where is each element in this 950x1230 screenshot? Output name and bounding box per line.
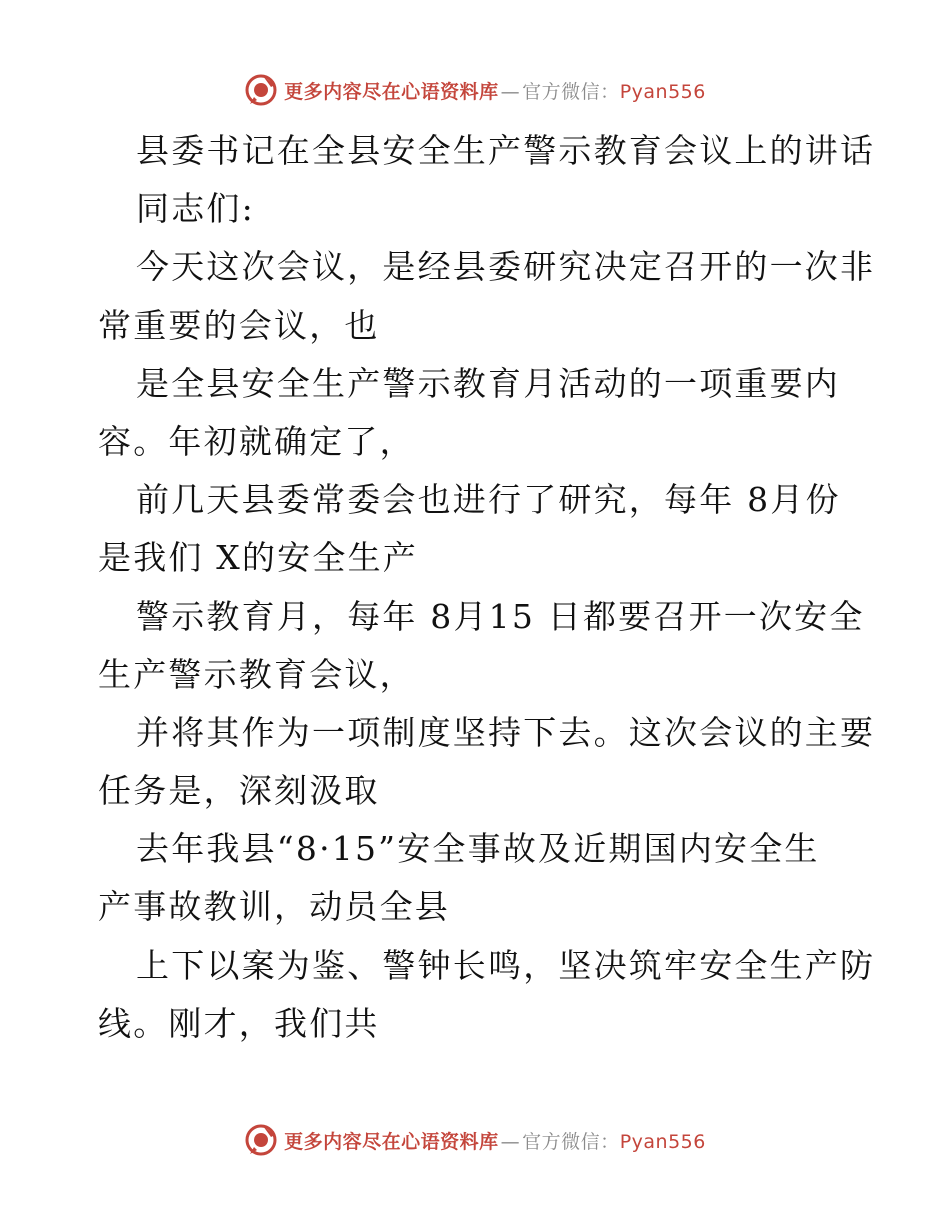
text-line: 线。刚才，我们共: [98, 1003, 380, 1043]
watermark-wechat-label: 官方微信：: [522, 80, 620, 103]
document-title: 县委书记在全县安全生产警示教育会议上的讲话: [136, 131, 876, 170]
text-line: 是全县安全生产警示教育月活动的一项重要内: [136, 363, 840, 403]
watermark-site-text: 更多内容尽在心语资料库: [284, 80, 499, 103]
text-line: 产事故教训，动员全县: [98, 887, 450, 927]
text-line: 同志们:: [136, 189, 255, 229]
text-line: 今天这次会议，是经县委研究决定召开的一次非: [136, 247, 876, 287]
text-line: 去年我县“8·15”安全事故及近期国内安全生: [136, 829, 820, 869]
watermark-wechat-label: 官方微信：: [522, 1130, 620, 1153]
text-line: 常重要的会议，也: [98, 305, 380, 345]
watermark-site-text: 更多内容尽在心语资料库: [284, 1130, 499, 1153]
text-line: 是我们 X的安全生产: [98, 538, 418, 578]
watermark-text: [284, 77, 706, 104]
watermark-text: [284, 1127, 706, 1154]
watermark-separator: —: [500, 1130, 521, 1153]
footer-watermark: [0, 1120, 950, 1160]
watermark-separator: —: [500, 80, 521, 103]
text-line: 警示教育月，每年 8月15 日都要召开一次安全: [136, 596, 865, 636]
brand-logo-icon: [244, 73, 278, 107]
text-line: 并将其作为一项制度坚持下去。这次会议的主要: [136, 712, 876, 752]
text-line: 容。年初就确定了，: [98, 421, 415, 461]
header-watermark: [0, 70, 950, 110]
text-line: 前几天县委常委会也进行了研究，每年 8月份: [136, 480, 841, 520]
watermark-wechat-id: Pyan556: [619, 80, 706, 103]
text-line: 任务是，深刻汲取: [98, 771, 380, 811]
brand-logo-icon: [244, 1123, 278, 1157]
text-line: 生产警示教育会议，: [98, 654, 415, 694]
text-line: 上下以案为鉴、警钟长鸣，坚决筑牢安全生产防: [136, 945, 876, 985]
document-body: [98, 122, 876, 1053]
watermark-wechat-id: Pyan556: [619, 1130, 706, 1153]
